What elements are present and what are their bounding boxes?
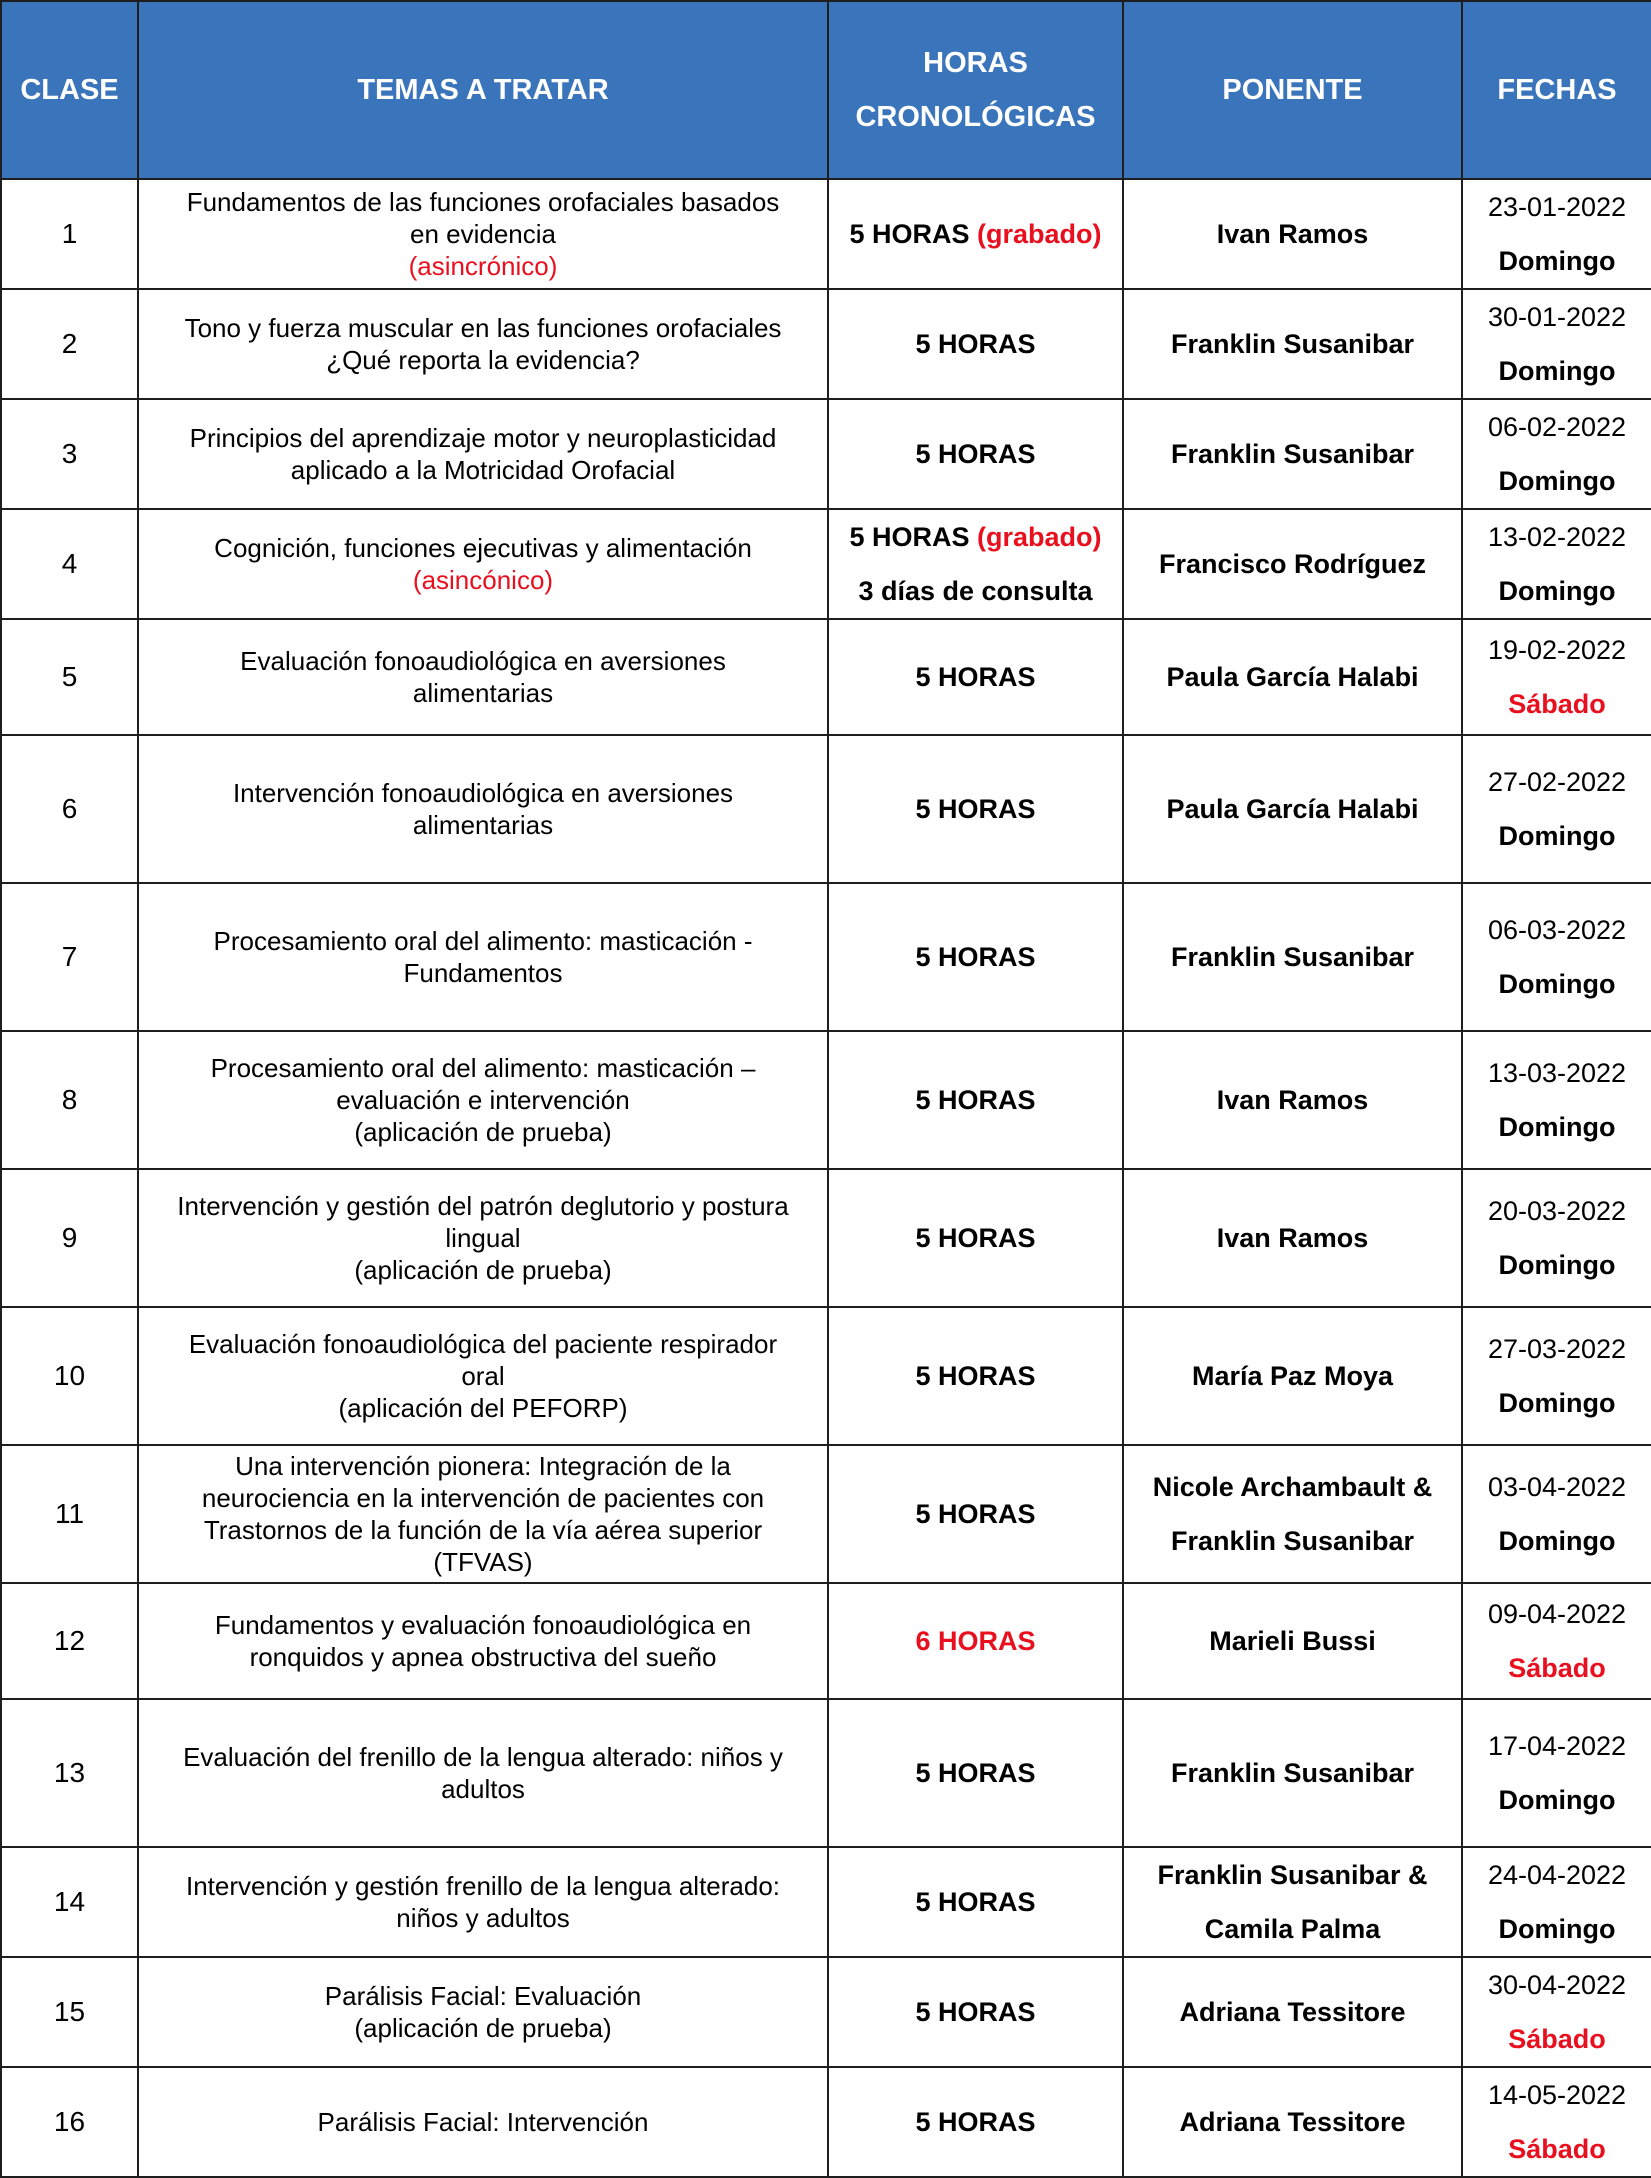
date-day: Domingo (1498, 1914, 1616, 1944)
hours-line (829, 1746, 1122, 1800)
hours-line (829, 317, 1122, 371)
table-row (1, 1169, 1651, 1307)
header-clase: CLASE (1, 1, 138, 179)
topic-cell (138, 399, 828, 509)
speaker-name: Paula García Halabi (1166, 662, 1419, 692)
date-day: Sábado (1508, 2134, 1606, 2164)
speaker-name: Francisco Rodríguez (1158, 549, 1427, 579)
topic-line: Fundamentos de las funciones orofaciales basados (186, 187, 780, 217)
hours-cell (828, 735, 1123, 883)
date-value: 27-02-2022 (1487, 767, 1627, 797)
speaker-name: Franklin Susanibar (1170, 1758, 1415, 1788)
hours-value: 5 HORAS (915, 1997, 1036, 2027)
topic-cell (138, 1031, 828, 1169)
speaker-cell (1123, 1445, 1462, 1583)
date-value: 03-04-2022 (1487, 1472, 1627, 1502)
table-row (1, 179, 1651, 289)
hours-cell (828, 1169, 1123, 1307)
date-day: Domingo (1498, 576, 1616, 606)
table-row (1, 1031, 1651, 1169)
topic-cell (138, 509, 828, 619)
table-row (1, 735, 1651, 883)
hours-value: 5 HORAS (915, 1223, 1036, 1253)
header-fechas: FECHAS (1462, 1, 1651, 179)
date-cell (1462, 1957, 1651, 2067)
topic-line: Intervención fonoaudiológica en aversiones (232, 778, 734, 808)
date-value: 30-04-2022 (1487, 1970, 1627, 2000)
hours-tag: (grabado) (977, 219, 1102, 249)
date-value: 17-04-2022 (1487, 1731, 1627, 1761)
hours-value: 5 HORAS (849, 522, 970, 552)
hours-line (829, 1985, 1122, 2039)
date-value: 20-03-2022 (1487, 1196, 1627, 1226)
speaker-name: Adriana Tessitore (1179, 1997, 1406, 2027)
hours-value: 5 HORAS (915, 329, 1036, 359)
hours-value: 5 HORAS (915, 662, 1036, 692)
hours-line (829, 1614, 1122, 1668)
topic-cell (138, 1307, 828, 1445)
class-number: 3 (1, 399, 138, 509)
hours-line (829, 1073, 1122, 1127)
hours-cell (828, 1957, 1123, 2067)
date-cell (1462, 509, 1651, 619)
hours-cell (828, 289, 1123, 399)
date-value: 19-02-2022 (1487, 635, 1627, 665)
hours-cell (828, 619, 1123, 735)
hours-cell (828, 2067, 1123, 2177)
topic-modality: (asincónico) (412, 565, 554, 595)
speaker-name: Ivan Ramos (1216, 1085, 1369, 1115)
topic-line: en evidencia (410, 219, 556, 249)
topic-cell (138, 1445, 828, 1583)
topic-cell (138, 179, 828, 289)
date-day: Domingo (1498, 1388, 1616, 1418)
hours-cell (828, 1445, 1123, 1583)
hours-value: 5 HORAS (915, 942, 1036, 972)
date-value: 06-03-2022 (1487, 915, 1627, 945)
hours-line (829, 427, 1122, 481)
speaker-cell (1123, 619, 1462, 735)
hours-cell (828, 1847, 1123, 1957)
topic-cell (138, 1957, 828, 2067)
table-row (1, 1847, 1651, 1957)
speaker-cell (1123, 1699, 1462, 1847)
class-number: 10 (1, 1307, 138, 1445)
table-row (1, 509, 1651, 619)
date-cell (1462, 619, 1651, 735)
hours-value: 5 HORAS (915, 1499, 1036, 1529)
hours-line (829, 1211, 1122, 1265)
date-day: Domingo (1498, 1112, 1616, 1142)
date-value: 24-04-2022 (1487, 1860, 1627, 1890)
topic-line: Evaluación del frenillo de la lengua alterado: niños y (183, 1742, 783, 1772)
date-cell (1462, 735, 1651, 883)
hours-tag: 6 HORAS (915, 1626, 1036, 1656)
class-number: 11 (1, 1445, 138, 1583)
header-horas-line2: CRONOLÓGICAS (855, 101, 1096, 133)
class-number: 7 (1, 883, 138, 1031)
topic-line: (aplicación de prueba) (354, 1117, 612, 1147)
topic-line: Intervención y gestión del patrón deglutorio y postura (177, 1191, 789, 1221)
speaker-name: Ivan Ramos (1216, 219, 1369, 249)
hours-line (829, 930, 1122, 984)
date-cell (1462, 1699, 1651, 1847)
topic-cell (138, 2067, 828, 2177)
date-day: Domingo (1498, 821, 1616, 851)
header-horas (828, 1, 1123, 179)
table-row (1, 1445, 1651, 1583)
hours-cell (828, 179, 1123, 289)
speaker-cell (1123, 1031, 1462, 1169)
date-day: Sábado (1508, 2024, 1606, 2054)
class-number: 13 (1, 1699, 138, 1847)
date-cell (1462, 1847, 1651, 1957)
hours-line (829, 782, 1122, 836)
header-temas: TEMAS A TRATAR (138, 1, 828, 179)
speaker-name: Marieli Bussi (1209, 1626, 1376, 1656)
topic-line: alimentarias (412, 678, 554, 708)
topic-line: (TFVAS) (433, 1547, 533, 1577)
date-cell (1462, 1445, 1651, 1583)
date-value: 06-02-2022 (1487, 412, 1627, 442)
date-day: Sábado (1508, 1653, 1606, 1683)
speaker-cell (1123, 399, 1462, 509)
hours-line (829, 650, 1122, 704)
date-cell (1462, 1307, 1651, 1445)
date-day: Domingo (1498, 356, 1616, 386)
date-value: 23-01-2022 (1487, 192, 1627, 222)
date-day: Domingo (1498, 1250, 1616, 1280)
speaker-cell (1123, 289, 1462, 399)
date-day: Domingo (1498, 466, 1616, 496)
topic-cell (138, 1583, 828, 1699)
speaker-name: Franklin Susanibar (1170, 1526, 1415, 1556)
header-ponente: PONENTE (1123, 1, 1462, 179)
date-value: 27-03-2022 (1487, 1334, 1627, 1364)
class-number: 4 (1, 509, 138, 619)
topic-line: Principios del aprendizaje motor y neuroplasticidad (189, 423, 777, 453)
hours-cell (828, 509, 1123, 619)
date-value: 13-03-2022 (1487, 1058, 1627, 1088)
hours-tag: (grabado) (977, 522, 1102, 552)
speaker-cell (1123, 2067, 1462, 2177)
date-cell (1462, 883, 1651, 1031)
hours-cell (828, 1307, 1123, 1445)
topic-cell (138, 289, 828, 399)
hours-cell (828, 883, 1123, 1031)
hours-value: 5 HORAS (915, 794, 1036, 824)
speaker-name: Camila Palma (1204, 1914, 1381, 1944)
class-number: 1 (1, 179, 138, 289)
hours-cell (828, 399, 1123, 509)
speaker-cell (1123, 179, 1462, 289)
table-row (1, 2067, 1651, 2177)
table-row (1, 883, 1651, 1031)
date-day: Domingo (1498, 969, 1616, 999)
table-row (1, 399, 1651, 509)
topic-modality: (asincrónico) (408, 251, 558, 281)
topic-line: adultos (441, 1774, 525, 1804)
class-number: 15 (1, 1957, 138, 2067)
topic-line: (aplicación de prueba) (354, 2013, 612, 2043)
table-row (1, 1957, 1651, 2067)
table-row (1, 1307, 1651, 1445)
date-value: 14-05-2022 (1487, 2080, 1627, 2110)
speaker-name: Franklin Susanibar (1170, 329, 1415, 359)
topic-line: Fundamentos (403, 958, 563, 988)
topic-line: neurociencia en la intervención de pacientes con (201, 1483, 765, 1513)
hours-value: 5 HORAS (915, 439, 1036, 469)
topic-line: Una intervención pionera: Integración de la (235, 1451, 731, 1481)
topic-line: Cognición, funciones ejecutivas y alimentación (214, 533, 752, 563)
topic-line: oral (461, 1361, 505, 1391)
speaker-name: Adriana Tessitore (1179, 2107, 1406, 2137)
speaker-cell (1123, 883, 1462, 1031)
class-number: 6 (1, 735, 138, 883)
table-row (1, 619, 1651, 735)
topic-line: (aplicación del PEFORP) (338, 1393, 628, 1423)
topic-line: ronquidos y apnea obstructiva del sueño (249, 1642, 717, 1672)
hours-line (829, 1487, 1122, 1541)
topic-line: Intervención y gestión frenillo de la lengua alterado: (185, 1871, 781, 1901)
date-cell (1462, 1169, 1651, 1307)
topic-line: Tono y fuerza muscular en las funciones orofaciales (184, 313, 782, 343)
header-row (1, 1, 1651, 179)
topic-line: Evaluación fonoaudiológica del paciente respirador (188, 1329, 778, 1359)
class-number: 8 (1, 1031, 138, 1169)
date-day: Sábado (1508, 689, 1606, 719)
hours-value: 5 HORAS (915, 2107, 1036, 2137)
hours-value: 5 HORAS (915, 1085, 1036, 1115)
hours-line (829, 207, 1122, 261)
topic-line: Parálisis Facial: Evaluación (324, 1981, 642, 2011)
topic-cell (138, 1699, 828, 1847)
topic-line: ¿Qué reporta la evidencia? (326, 345, 640, 375)
hours-line (829, 2095, 1122, 2149)
header-horas-line1: HORAS (923, 47, 1028, 79)
topic-line: aplicado a la Motricidad Orofacial (290, 455, 676, 485)
topic-line: Evaluación fonoaudiológica en aversiones (240, 646, 726, 676)
speaker-cell (1123, 1957, 1462, 2067)
date-cell (1462, 1583, 1651, 1699)
class-number: 5 (1, 619, 138, 735)
table-row (1, 1583, 1651, 1699)
topic-cell (138, 883, 828, 1031)
class-number: 14 (1, 1847, 138, 1957)
date-cell (1462, 289, 1651, 399)
speaker-cell (1123, 1583, 1462, 1699)
speaker-cell (1123, 509, 1462, 619)
hours-cell (828, 1699, 1123, 1847)
topic-line: (aplicación de prueba) (354, 1255, 612, 1285)
hours-value: 5 HORAS (915, 1361, 1036, 1391)
date-day: Domingo (1498, 1785, 1616, 1815)
hours-value: 5 HORAS (915, 1887, 1036, 1917)
topic-line: lingual (445, 1223, 521, 1253)
class-number: 2 (1, 289, 138, 399)
hours-cell (828, 1031, 1123, 1169)
topic-cell (138, 1169, 828, 1307)
speaker-name: Franklin Susanibar & (1157, 1860, 1428, 1890)
date-day: Domingo (1498, 246, 1616, 276)
topic-cell (138, 735, 828, 883)
topic-line: niños y adultos (396, 1903, 570, 1933)
topic-line: Parálisis Facial: Intervención (317, 2107, 649, 2137)
hours-line (829, 510, 1122, 564)
topic-cell (138, 619, 828, 735)
topic-line: alimentarias (412, 810, 554, 840)
speaker-cell (1123, 1847, 1462, 1957)
speaker-cell (1123, 1307, 1462, 1445)
topic-line: Procesamiento oral del alimento: masticación - (213, 926, 753, 956)
hours-value: 5 HORAS (849, 219, 970, 249)
table-row (1, 1699, 1651, 1847)
date-cell (1462, 399, 1651, 509)
class-number: 12 (1, 1583, 138, 1699)
hours-note: 3 días de consulta (858, 576, 1093, 606)
date-cell (1462, 1031, 1651, 1169)
topic-line: Trastornos de la función de la vía aérea superior (203, 1515, 763, 1545)
date-value: 13-02-2022 (1487, 522, 1627, 552)
speaker-name: Franklin Susanibar (1170, 942, 1415, 972)
topic-cell (138, 1847, 828, 1957)
class-number: 9 (1, 1169, 138, 1307)
date-value: 30-01-2022 (1487, 302, 1627, 332)
class-number: 16 (1, 2067, 138, 2177)
table-row (1, 289, 1651, 399)
date-value: 09-04-2022 (1487, 1599, 1627, 1629)
date-day: Domingo (1498, 1526, 1616, 1556)
speaker-cell (1123, 735, 1462, 883)
hours-value: 5 HORAS (915, 1758, 1036, 1788)
speaker-cell (1123, 1169, 1462, 1307)
speaker-name: María Paz Moya (1191, 1361, 1394, 1391)
hours-line (829, 1349, 1122, 1403)
hours-line (829, 1875, 1122, 1929)
date-cell (1462, 2067, 1651, 2177)
speaker-name: Ivan Ramos (1216, 1223, 1369, 1253)
topic-line: Fundamentos y evaluación fonoaudiológica en (214, 1610, 752, 1640)
speaker-name: Nicole Archambault & (1152, 1472, 1433, 1502)
hours-cell (828, 1583, 1123, 1699)
topic-line: Procesamiento oral del alimento: masticación – (210, 1053, 756, 1083)
date-cell (1462, 179, 1651, 289)
speaker-name: Paula García Halabi (1166, 794, 1419, 824)
speaker-name: Franklin Susanibar (1170, 439, 1415, 469)
topic-line: evaluación e intervención (336, 1085, 630, 1115)
